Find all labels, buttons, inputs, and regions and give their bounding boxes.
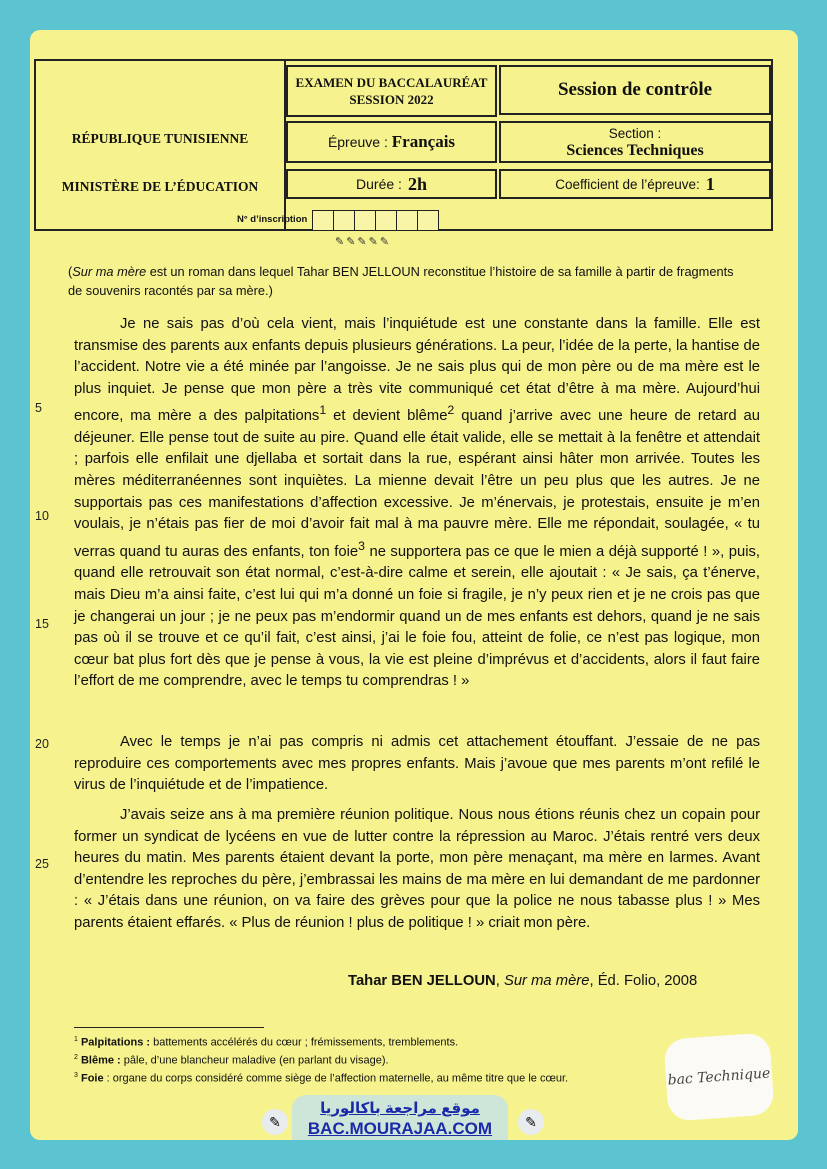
section-value: Sciences Techniques [566,142,704,159]
inscription-digit-box[interactable] [333,210,355,231]
line-number: 10 [35,509,49,523]
paragraph-1-text-b: et devient blême [326,408,448,425]
edition: , Éd. Folio, 2008 [589,973,698,989]
subject-cell [286,121,497,163]
inscription-label: N° d’inscription [237,214,308,225]
footnote-number: 3 [74,1072,78,1079]
subject-value: Français [391,132,456,151]
paragraph-2 [74,732,760,797]
section-cell [499,121,771,163]
header-frame [34,59,773,231]
footnote-term: Foie [80,1072,104,1085]
line-number: 15 [35,617,49,631]
exam-title: EXAMEN DU BACCALAURÉAT [295,75,488,90]
duration-label: Durée : [356,176,402,192]
paragraph-1-text-d: ne supportera pas ce que le mien a déjà supporté ! », puis, quand elle retrouvait son état normal, c’est-à-dire calme et serein, elle ajoutait : « Je sais, ça t’énerve, mais Dieu m’a ainsi faite, c’est lui qui m’a donné un foie si fragile, je n’y peux rien et je ne crois pas que je changerai un jour ; je ne peux pas m’endormir quand un de mes enfants est dehors, quand je ne sais pas où il se trouve et ce qu’il fait, c’est ainsi, j’ai le foie fou, atteint de folie, ce n’est pas logique, mon cœur bat plus fort dès que je pense à vous, la vie est pleine d’imprévus et d’accidents, alors il faut faire l’effort de me comprendre, avec le temps tu comprendras ! » [74,543,760,690]
duration-value: 2h [407,173,427,194]
author-name: Tahar BEN JELLOUN [348,973,496,989]
duration-cell [286,169,497,199]
footnote-definition: battements accélérés du cœur ; frémissements, tremblements. [150,1036,459,1049]
footnote-term: Blême : [80,1054,121,1067]
paragraph-3 [74,805,760,935]
paragraph-1 [74,314,760,693]
inscription-digit-box[interactable] [312,210,334,231]
site-logo-icon: ✎ [518,1109,544,1135]
exam-title-cell [286,65,497,117]
pencil-icon: ✎✎✎✎✎ [335,236,392,248]
institution-block [36,61,286,229]
section-label: Section : [608,126,662,141]
site-watermark[interactable] [292,1095,508,1140]
ministry-label: MINISTÈRE DE L’ÉDUCATION [61,179,259,194]
inscription-boxes[interactable] [312,210,438,231]
coefficient-cell [499,169,771,199]
coefficient-value: 1 [705,173,715,194]
footnote-ref-2: 2 [447,403,455,418]
footnote-definition: : organe du corps considéré comme siège de l’affection maternelle, au même titre que le cœur. [103,1072,569,1085]
footnote-1 [74,1036,458,1049]
intro-note: (Sur ma mère est un roman dans lequel Tahar BEN JELLOUN reconstitue l’histoire de sa famille à partir de fragments de souvenirs racontés par sa mère.) [68,264,734,298]
line-number: 20 [35,737,49,751]
inscription-digit-box[interactable] [375,210,397,231]
footnote-2 [74,1054,389,1067]
inscription-digit-box[interactable] [354,210,376,231]
footnote-number: 2 [74,1054,78,1061]
footnote-definition: pâle, d’une blancheur maladive (en parlant du visage). [120,1054,389,1067]
footnote-term: Palpitations : [80,1036,151,1049]
footnote-ref-3: 3 [358,538,365,553]
inscription-digit-box[interactable] [396,210,418,231]
exam-session-year: SESSION 2022 [349,92,434,107]
footnote-3 [74,1072,568,1085]
inscription-digit-box[interactable] [417,210,439,231]
intro-text: est un roman dans lequel Tahar BEN JELLOUN reconstitue l’histoire de sa famille à partir de fragments de souvenirs racontés par sa mère.) [68,264,734,298]
coefficient-label: Coefficient de l’épreuve: [555,176,700,192]
paragraph-2-text: Avec le temps je n’ai pas compris ni admis cet attachement étouffant. J’essaie de ne pas reproduire ces comportements avec mes propres enfants. Mais j’avoue que mes parents m’ont refilé le virus de l’inquiétude et de l’impatience. [74,734,760,794]
line-number: 5 [35,401,42,415]
line-number: 25 [35,857,49,871]
paragraph-3-text: J’avais seize ans à ma première réunion politique. Nous nous étions réunis chez un copain pour former un syndicat de lycéens en vue de lutter contre la répression au Maroc. J’étais rentré vers deux heures du matin. Mes parents étaient devant la porte, mon père menaçant, ma mère en larmes. Avant d’entendre les reproches du père, j’embrassai les mains de ma mère en lui demandant de me pardonner : « J’étais dans une réunion, on va faire des grèves pour que la police ne nous tabasse plus ! » Mes parents étaient effarés. « Plus de réunion ! plus de politique ! » criait mon père. [74,807,760,931]
footnote-number: 1 [74,1036,78,1043]
subject-label: Épreuve : [327,134,392,150]
paragraph-1-text-a: Je ne sais pas d’où cela vient, mais l’inquiétude est une constante dans la famille. Elle est transmise des parents aux enfants depuis plusieurs générations. La peur, l’idée de la perte, la hantise de l’accident. Notre vie a été minée par l’angoisse. Je ne sais plus qui de mon père ou de ma mère est le plus inquiet. Je pense que mon père a très vite communiqué cet état d’être à ma mère. Aujourd’hui encore, ma mère a des palpitations [74,316,760,425]
footnote-divider [74,1027,264,1028]
source-citation [348,973,697,989]
republic-label: RÉPUBLIQUE TUNISIENNE [71,131,249,146]
citation-sep: , [495,973,504,989]
book-title: Sur ma mère [503,973,590,989]
footnote-ref-1: 1 [319,403,327,418]
site-name-arabic[interactable]: موقع مراجعة باكالوريا [320,1100,480,1117]
bac-technique-badge: bac Technique [663,1032,774,1121]
paragraph-1-text-c: quand j’arrive avec une heure de retard au déjeuner. Elle pense tout de suite au pire. Quand elle était valide, elle se mettait à la fenêtre et attendait ; parfois elle enfilait une djellaba et sortait dans la rue, espérant ainsi hâter mon arrivée. Toutes les mères méditerranéennes sont inquiètes. La mienne devait l’être un peu plus que les autres. Je ne supportais pas ces manifestations d’affection excessive. Je m’énervais, je protestais, ensuite je m’en voulais, je n’étais pas fier de moi d’avoir fait mal à ma pauvre mère. Elle me répondait, soulagée, « tu verras quand tu auras des enfants, ton foie [74,408,760,560]
exam-page [30,30,798,1140]
session-type-cell [499,65,771,115]
session-type: Session de contrôle [557,79,713,100]
intro-book-title: Sur ma mère [72,264,147,279]
site-logo-icon: ✎ [262,1109,288,1135]
site-url-link[interactable]: BAC.MOURAJAA.COM [307,1119,493,1138]
